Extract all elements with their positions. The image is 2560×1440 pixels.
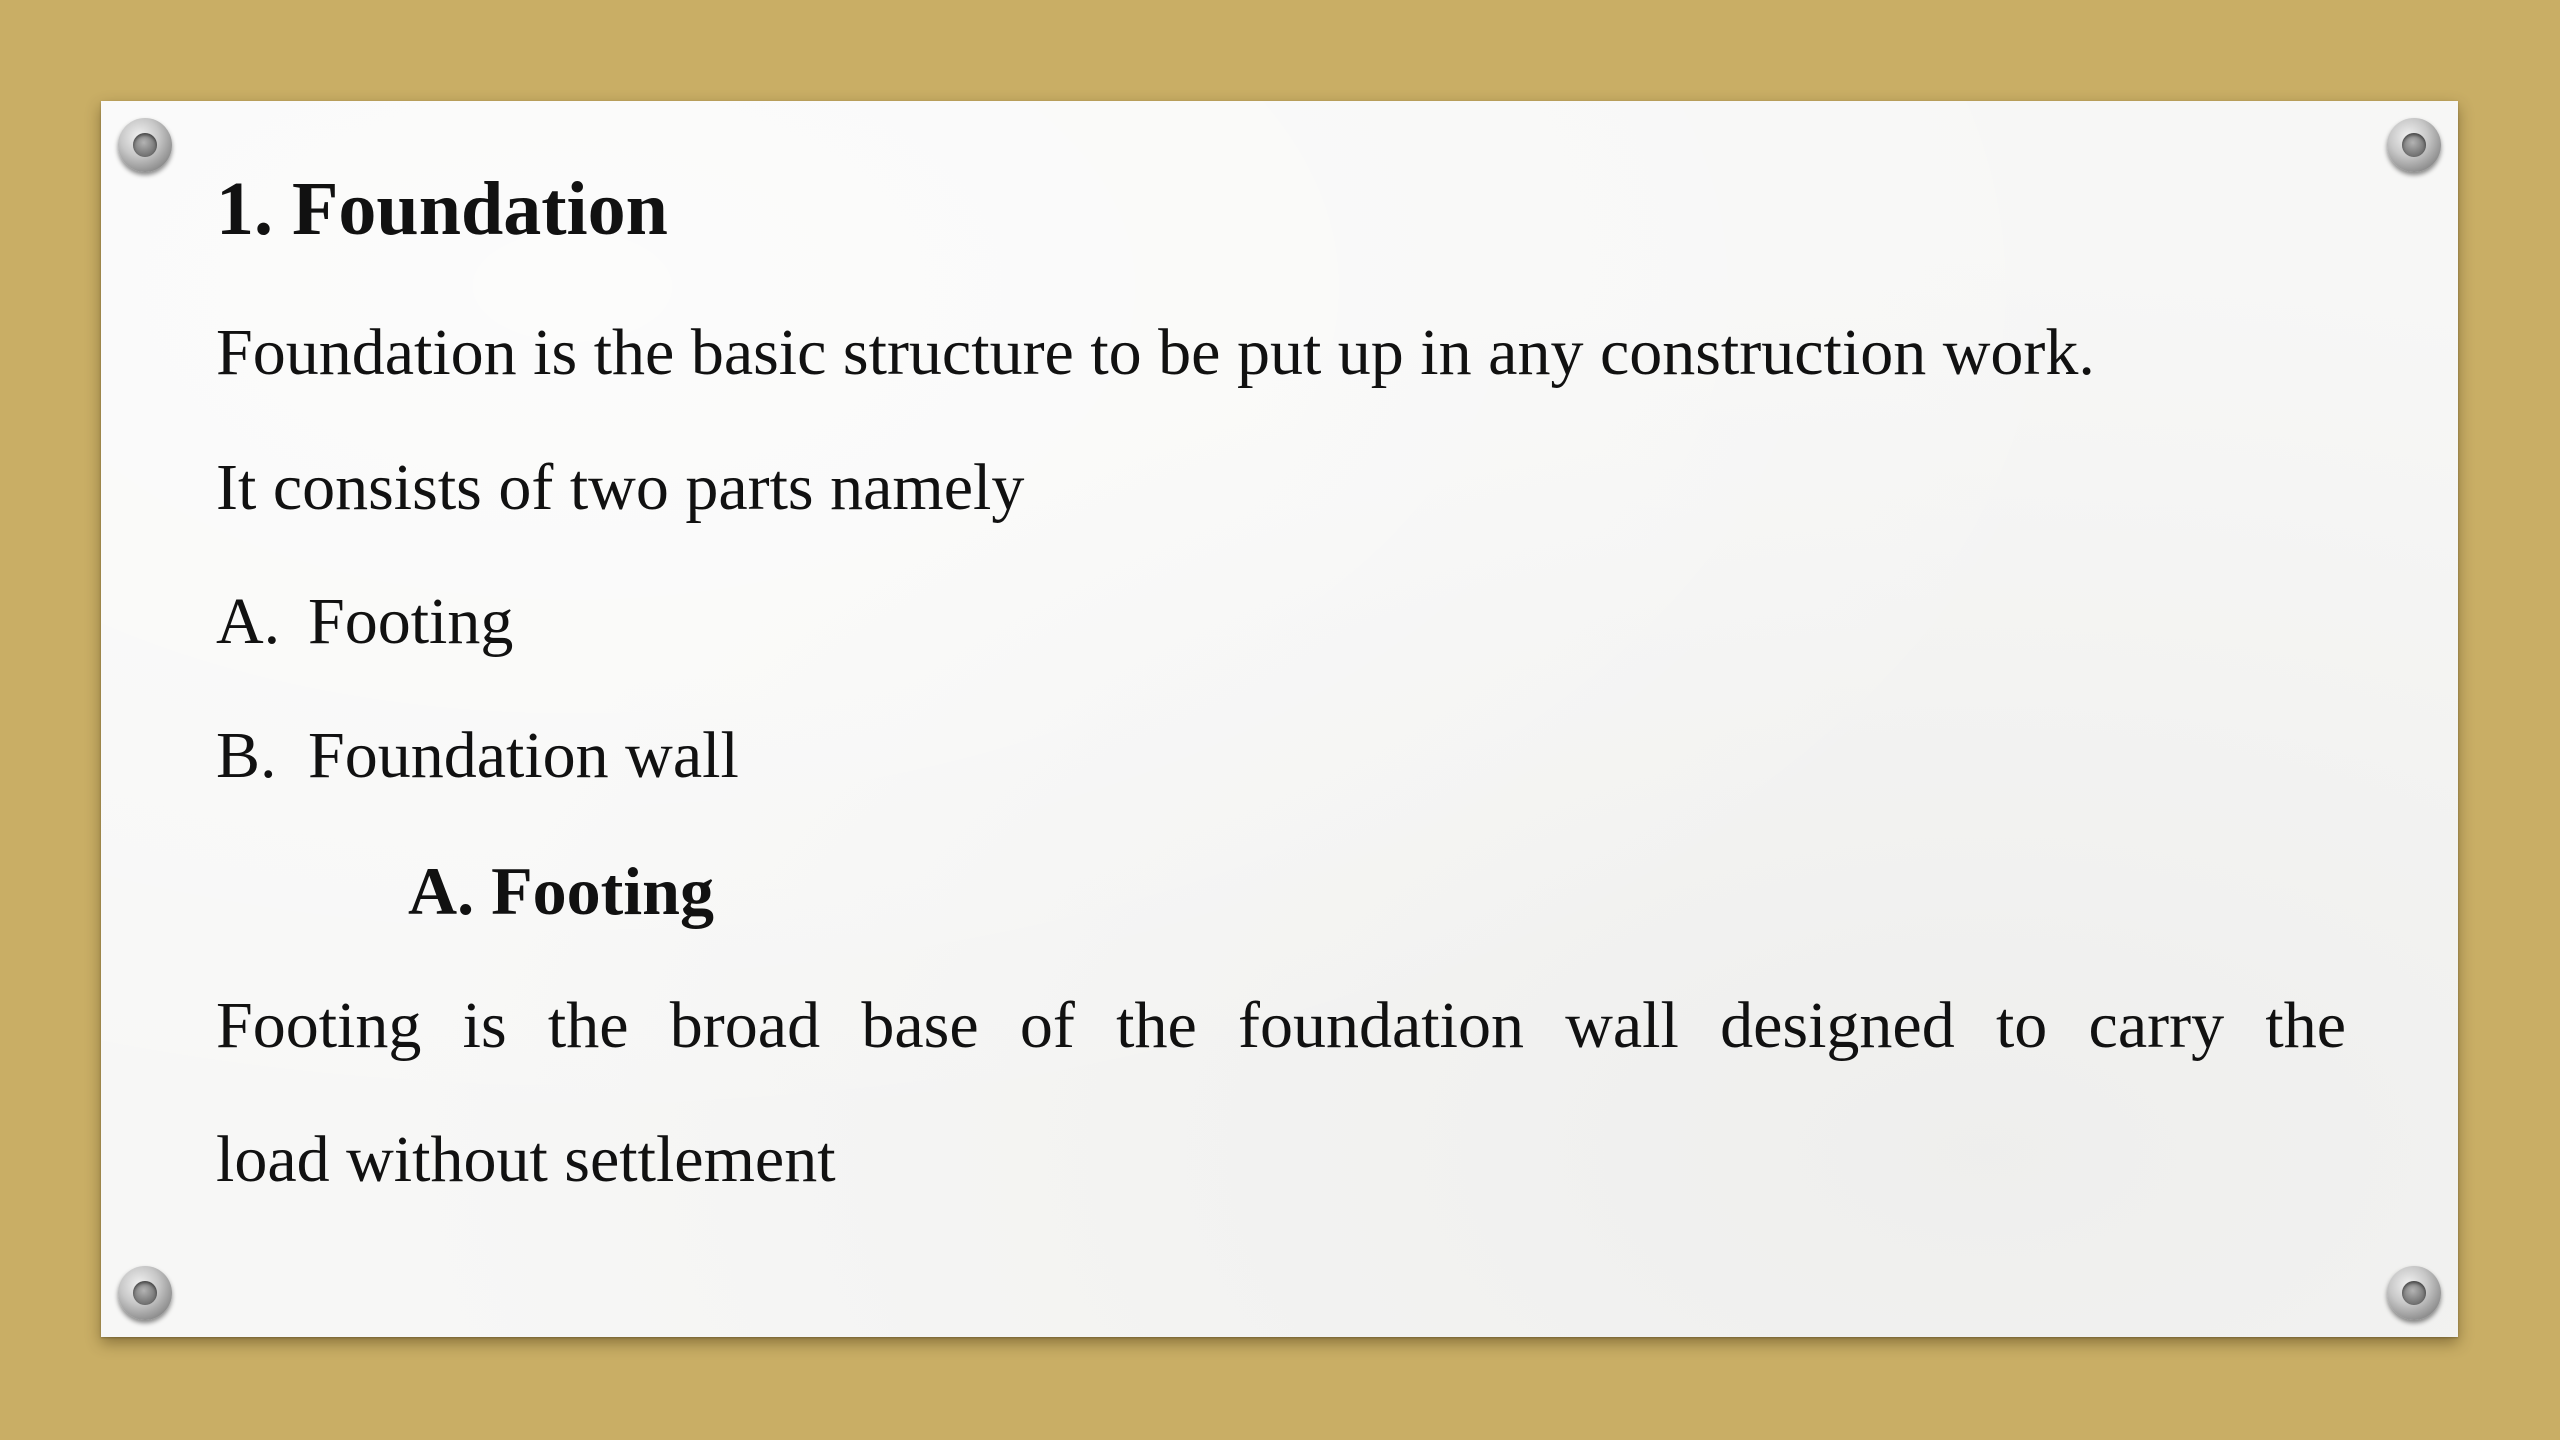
list-marker: B. (216, 719, 277, 792)
rivet-icon (118, 118, 172, 172)
definition-line-2: load without settlement (216, 1123, 836, 1196)
rivet-icon (2387, 1266, 2441, 1320)
rivet-icon (118, 1266, 172, 1320)
intro-sentence: Foundation is the basic structure to be put up in any construction work. (216, 316, 2095, 389)
slide-title: 1. Foundation (216, 167, 668, 251)
list-item-label: Footing (308, 585, 514, 658)
list-item-footing (216, 584, 513, 660)
list-item-foundation-wall (216, 718, 739, 794)
definition-line-1: Footing is the broad base of the foundation wall designed to carry the (216, 989, 2346, 1062)
section-subheading: A. Footing (408, 853, 714, 929)
rivet-icon (2387, 118, 2441, 172)
list-marker: A. (216, 585, 281, 658)
list-item-label: Foundation wall (308, 719, 739, 792)
parts-intro: It consists of two parts namely (216, 451, 1025, 524)
